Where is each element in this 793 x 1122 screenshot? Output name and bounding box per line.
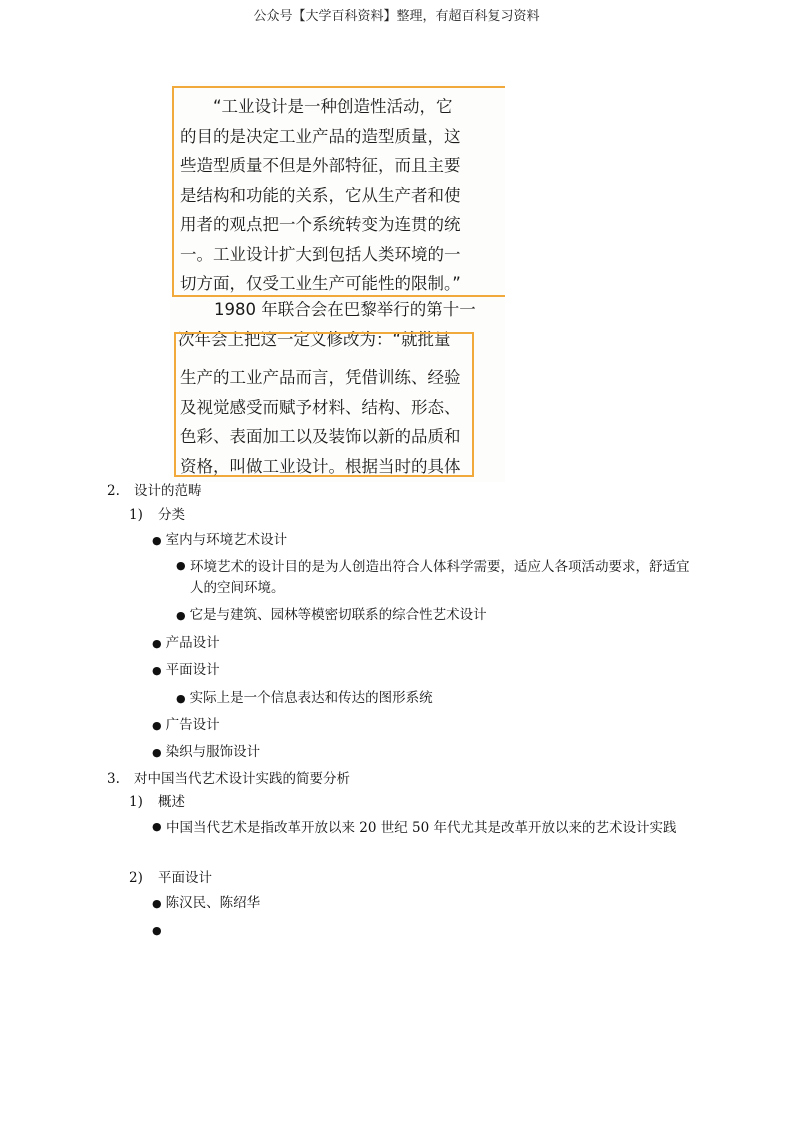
list-item-text: 陈汉民、陈绍华 xyxy=(165,895,261,911)
list-item-text: 环境艺术的设计目的是为人创造出符合人体科学需要，适应人各项活动要求，舒适宜人的空间环境。 xyxy=(190,559,690,596)
scan-line: “工业设计是一种创造性活动，它 xyxy=(213,97,453,116)
subsection-heading xyxy=(129,506,185,524)
bullet-icon: ● xyxy=(152,897,162,910)
subsection-number: 1) xyxy=(129,794,143,810)
list-item xyxy=(152,818,697,839)
scan-line: 1980 年联合会在巴黎举行的第十一 xyxy=(214,300,476,319)
bullet-icon: ● xyxy=(152,746,162,759)
bullet-icon: ● xyxy=(152,924,162,937)
highlight-box-definition xyxy=(172,86,505,297)
list-item xyxy=(152,716,220,735)
list-item-text: 室内与环境艺术设计 xyxy=(165,532,288,548)
section-heading xyxy=(107,482,202,500)
list-item-text: 实际上是一个信息表达和传达的图形系统 xyxy=(189,690,433,706)
list-item xyxy=(152,743,260,762)
list-item xyxy=(152,661,220,680)
highlight-box-revision xyxy=(174,332,474,477)
scan-line: 色彩、表面加工以及装饰以新的品质和 xyxy=(180,427,461,446)
section-title: 设计的范畴 xyxy=(134,483,202,499)
list-item-text: 广告设计 xyxy=(165,717,220,733)
list-item xyxy=(152,921,166,940)
section-heading xyxy=(107,770,350,788)
bullet-icon: ● xyxy=(152,637,162,650)
subsection-number: 2) xyxy=(129,870,143,886)
bullet-icon: ● xyxy=(152,820,162,833)
list-item xyxy=(176,606,487,625)
scan-line: 资格，叫做工业设计。根据当时的具体 xyxy=(180,456,461,476)
scan-line: 一。工业设计扩大到包括人类环境的一 xyxy=(180,244,461,264)
scan-line: 及视觉感受而赋予材料、结构、形态、 xyxy=(180,397,461,417)
subsection-heading xyxy=(129,793,185,811)
subsection-heading xyxy=(129,869,212,887)
subsection-title: 分类 xyxy=(158,507,185,523)
list-item xyxy=(152,634,220,653)
scan-line: 是结构和功能的关系，它从生产者和使 xyxy=(180,185,461,205)
scan-line: 次年会上把这一定义修改为：“就批量 xyxy=(178,329,451,349)
scan-line: 用者的观点把一个系统转变为连贯的统 xyxy=(180,215,461,234)
list-item xyxy=(176,689,433,708)
subsection-title: 概述 xyxy=(158,794,185,810)
bullet-icon: ● xyxy=(152,534,162,547)
subsection-title: 平面设计 xyxy=(158,870,212,886)
subsection-number: 1) xyxy=(129,507,143,523)
scanned-textbook-excerpt xyxy=(170,82,505,482)
list-item-text: 它是与建筑、园林等模密切联系的综合性艺术设计 xyxy=(189,607,487,623)
bullet-icon: ● xyxy=(152,664,162,677)
section-number: 2. xyxy=(107,483,120,499)
bullet-icon: ● xyxy=(176,609,186,622)
bullet-icon: ● xyxy=(152,719,162,732)
page-header: 公众号【大学百科资料】整理，有超百科复习资料 xyxy=(253,9,540,24)
list-item-text: 中国当代艺术是指改革开放以来 20 世纪 50 年代尤其是改革开放以来的艺术设计实践 xyxy=(166,820,677,836)
list-item xyxy=(152,531,287,550)
bullet-icon: ● xyxy=(176,559,186,572)
scan-line: 切方面，仅受工业生产可能性的限制。” xyxy=(180,274,461,293)
scan-line: 的目的是决定工业产品的造型质量，这 xyxy=(180,126,461,146)
list-item-text: 染织与服饰设计 xyxy=(165,744,261,760)
bullet-icon: ● xyxy=(176,692,186,705)
scan-line: 生产的工业产品而言，凭借训练、经验 xyxy=(180,368,461,387)
section-title: 对中国当代艺术设计实践的简要分析 xyxy=(134,771,350,787)
list-item-text: 平面设计 xyxy=(165,662,220,678)
list-item xyxy=(176,557,696,599)
list-item-text: 产品设计 xyxy=(165,635,220,651)
list-item xyxy=(152,894,260,913)
scan-line: 些造型质量不但是外部特征，而且主要 xyxy=(180,156,461,175)
section-number: 3. xyxy=(107,771,120,787)
